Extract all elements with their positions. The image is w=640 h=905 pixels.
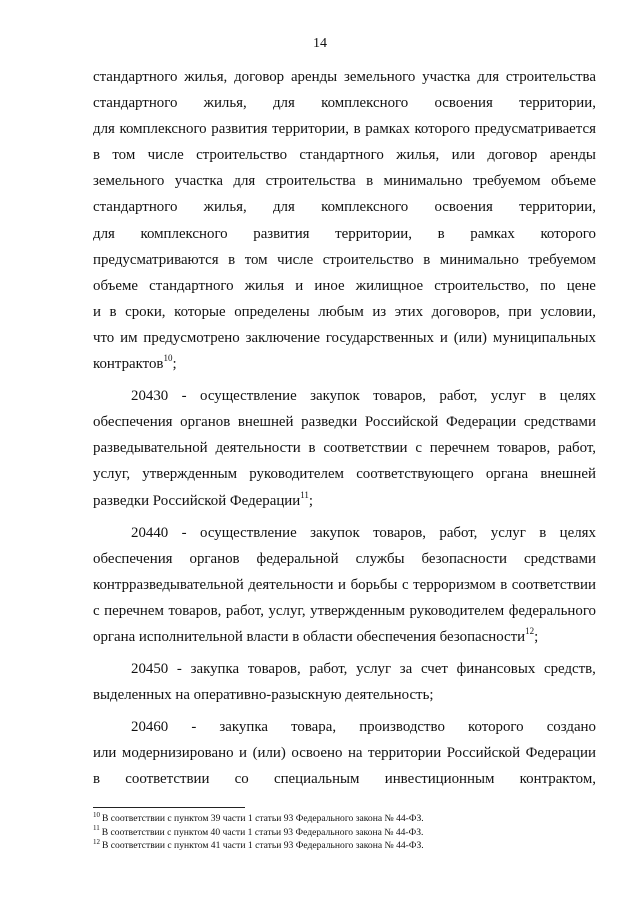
word: специальным — [273, 771, 360, 788]
text-line — [93, 598, 596, 624]
word: Российской — [364, 414, 439, 431]
footnote-number: 12 — [93, 837, 100, 846]
word: комплексного — [119, 121, 207, 138]
word: в — [93, 771, 101, 788]
word: соответствии — [511, 576, 596, 593]
text-line — [93, 116, 596, 142]
word: органов — [189, 550, 240, 567]
word: утвержденным — [310, 602, 405, 619]
text-line — [93, 64, 596, 90]
word: определены — [234, 303, 310, 320]
word: деятельности — [215, 440, 301, 457]
word: в — [93, 147, 101, 164]
word: в — [539, 388, 547, 405]
word: рамках — [365, 121, 410, 138]
word: федеральной — [256, 550, 339, 567]
word: освоения — [434, 199, 493, 216]
word: развития — [211, 121, 268, 138]
word: обеспечения — [93, 550, 173, 567]
word: соответствии — [323, 440, 408, 457]
word: федерального — [508, 602, 596, 619]
word: освоения — [434, 95, 493, 112]
word: осуществление — [200, 388, 297, 405]
line-text — [93, 488, 313, 514]
word: работ, — [439, 524, 478, 541]
word: 20440 — [131, 524, 169, 541]
footnote-text: В соответствии с пунктом 40 части 1 статьи 93 Федерального закона № 44-ФЗ. — [101, 826, 424, 838]
word: обеспечения — [93, 414, 173, 431]
word: в — [437, 225, 445, 242]
word: для — [477, 69, 500, 85]
text-line — [93, 714, 596, 740]
word: заключение — [245, 329, 320, 346]
word: и — [295, 277, 304, 294]
word: инвестиционным — [384, 771, 495, 788]
text-line — [93, 766, 596, 792]
line-text-content: органа исполнительной власти в области обеспечения безопасности — [93, 628, 526, 645]
word: и — [93, 303, 101, 320]
word: в — [353, 121, 361, 138]
word: комплексного — [321, 199, 409, 216]
word: для — [233, 173, 256, 190]
footnote-ref: 12 — [525, 626, 535, 636]
footnote-text: В соответствии с пунктом 41 части 1 статьи 93 Федерального закона № 44-ФЗ. — [102, 840, 424, 851]
word: закупка — [190, 661, 240, 678]
word: которого — [540, 225, 596, 242]
word: том — [112, 147, 136, 164]
word: руководителем — [249, 466, 344, 483]
line-text — [93, 351, 177, 377]
word: борьбы — [350, 576, 398, 593]
word: - — [176, 661, 182, 678]
word: 20450 — [131, 661, 169, 678]
word: освоено — [291, 745, 343, 762]
word: товаров, — [497, 440, 551, 457]
text-line — [93, 299, 596, 325]
word: работ, — [309, 661, 348, 678]
word: - — [191, 719, 197, 736]
word: аренды — [549, 147, 596, 164]
word: что — [93, 329, 115, 346]
word: аренды — [290, 69, 338, 85]
word: или — [451, 147, 475, 164]
word: целях — [559, 388, 596, 405]
word: строительство — [322, 251, 414, 268]
word: для — [272, 199, 295, 216]
footnote-ref: 10 — [163, 353, 173, 364]
word: участка — [422, 69, 471, 85]
word: Федерации — [445, 414, 517, 431]
word: земельного — [93, 173, 165, 190]
word: товаров, — [168, 602, 222, 619]
word: которого — [414, 121, 470, 138]
word: услуг — [490, 524, 526, 541]
text-line — [93, 624, 596, 650]
word: производство — [359, 719, 445, 736]
text-line — [93, 90, 596, 116]
word: стандартного — [299, 147, 384, 164]
word: объеме — [550, 173, 596, 190]
line-text — [93, 624, 538, 650]
word: на — [347, 745, 363, 762]
text-line — [93, 142, 596, 168]
word: требуемом — [472, 173, 541, 190]
word: услуг — [356, 661, 392, 678]
word: с — [401, 576, 409, 593]
footnote — [93, 839, 596, 853]
word: контрактом, — [519, 771, 596, 788]
word: разведки — [301, 414, 358, 431]
word: перечнем — [429, 440, 490, 457]
word: территории, — [519, 199, 596, 216]
word: с — [93, 602, 100, 619]
word: 20460 — [131, 719, 169, 736]
paragraph-p20450 — [93, 656, 596, 708]
word: утвержденным — [142, 466, 238, 483]
document-body — [93, 64, 596, 793]
word: жилья, — [203, 199, 247, 216]
word: стандартного — [149, 277, 234, 294]
word: договор — [234, 69, 285, 85]
word: рамках — [470, 225, 515, 242]
word: при — [508, 303, 532, 320]
word: средствами — [523, 550, 596, 567]
word: Федерации — [525, 745, 596, 762]
word: по — [540, 277, 556, 294]
line-tail: ; — [534, 628, 539, 645]
page-number: 14 — [313, 36, 327, 51]
word: или — [93, 745, 117, 762]
word: минимально — [383, 173, 463, 190]
word: для — [93, 121, 115, 138]
word: закупок — [310, 388, 360, 405]
word: 20430 — [131, 388, 169, 405]
footnote-ref: 11 — [300, 489, 309, 500]
paragraph-p20460 — [93, 714, 596, 792]
word: товаров, — [373, 388, 426, 405]
line-text-content: разведки Российской Федерации — [93, 492, 301, 509]
word: (или) — [453, 329, 488, 346]
word: услуг — [490, 388, 526, 405]
footnotes — [93, 812, 596, 853]
word: деятельности — [248, 576, 334, 593]
word: органа — [485, 466, 529, 483]
word: требуемом — [528, 251, 596, 268]
text-line — [93, 520, 596, 546]
word: финансовых — [456, 661, 536, 678]
word: стандартного — [93, 69, 178, 85]
word: стандартного — [93, 95, 178, 112]
word: руководителем — [409, 602, 505, 619]
word: в — [109, 303, 117, 320]
word: службы — [355, 550, 405, 567]
word: территории, — [272, 121, 349, 138]
text-line — [93, 273, 596, 299]
word: которого — [468, 719, 524, 736]
word: средствами — [523, 414, 596, 431]
text-line — [93, 740, 596, 766]
line-text — [93, 682, 434, 708]
word: им — [120, 329, 138, 346]
word: территории — [368, 745, 442, 762]
word: со — [234, 771, 249, 788]
word: закупок — [310, 524, 360, 541]
word: комплексного — [321, 95, 409, 112]
line-text-content: выделенных на оперативно-разыскную деятельность; — [93, 687, 434, 704]
text-line — [93, 572, 596, 598]
footnote-number: 10 — [93, 810, 100, 819]
word: и — [239, 745, 248, 762]
footnote-number: 11 — [93, 824, 100, 833]
line-tail: ; — [308, 492, 314, 509]
word: которые — [174, 303, 226, 320]
word: в — [308, 440, 316, 457]
word: работ, — [439, 388, 478, 405]
word: строительства — [505, 69, 596, 85]
word: в — [366, 173, 374, 190]
word: числе — [277, 251, 314, 268]
word: товара, — [291, 719, 337, 736]
footnote-separator — [93, 807, 245, 808]
text-line — [93, 409, 596, 435]
text-line — [93, 221, 596, 247]
word: создано — [546, 719, 596, 736]
text-line — [93, 383, 596, 409]
footnote — [93, 812, 596, 826]
word: комплексного — [140, 225, 228, 242]
word: иное — [314, 277, 345, 294]
word: внешней — [237, 414, 294, 431]
word: жилищное — [355, 277, 424, 294]
text-line — [93, 435, 596, 461]
word: договор — [487, 147, 538, 164]
text-line — [93, 656, 596, 682]
word: товаров, — [247, 661, 301, 678]
word: предусматриваются — [93, 251, 219, 268]
word: предусматривается — [474, 121, 596, 138]
word: в — [423, 251, 431, 268]
word: договоров, — [431, 303, 500, 320]
word: услуг, — [268, 602, 306, 619]
paragraph-p20430 — [93, 383, 596, 513]
word: соответствующего — [356, 466, 474, 483]
word: строительство — [196, 147, 288, 164]
word: и — [338, 576, 347, 593]
word: перечнем — [104, 602, 164, 619]
word: для — [272, 95, 295, 112]
word: модернизировано — [121, 745, 234, 762]
word: жилья — [244, 277, 285, 294]
paragraph-p1 — [93, 64, 596, 377]
word: в — [539, 524, 547, 541]
word: любым — [318, 303, 364, 320]
word: (или) — [252, 745, 286, 762]
word: участка — [174, 173, 224, 190]
word: целях — [559, 524, 596, 541]
line-text-content: контрактов — [93, 356, 164, 373]
text-line — [93, 168, 596, 194]
paragraph-p20440 — [93, 520, 596, 650]
word: - — [181, 524, 187, 541]
word: счет — [420, 661, 448, 678]
word: строительство, — [434, 277, 529, 294]
word: товаров, — [373, 524, 426, 541]
text-line — [93, 682, 596, 708]
word: закупка — [219, 719, 268, 736]
word: в — [228, 251, 236, 268]
word: строительства — [265, 173, 356, 190]
word: работ, — [225, 602, 264, 619]
word: средств, — [543, 661, 596, 678]
word: числе — [147, 147, 184, 164]
line-tail: ; — [172, 356, 177, 373]
word: Российской — [446, 745, 521, 762]
word: сроки, — [125, 303, 166, 320]
word: из — [372, 303, 387, 320]
word: услуг, — [93, 466, 131, 483]
word: земельного — [343, 69, 416, 85]
word: условии, — [540, 303, 596, 320]
text-line — [93, 546, 596, 572]
word: терроризмом — [413, 576, 496, 593]
word: соответствии — [125, 771, 210, 788]
word: объеме — [93, 277, 138, 294]
word: осуществление — [200, 524, 297, 541]
text-line — [93, 247, 596, 273]
word: внешней — [540, 466, 596, 483]
text-line — [93, 194, 596, 220]
word: работ, — [558, 440, 596, 457]
word: предусмотрено — [143, 329, 240, 346]
word: безопасности — [421, 550, 507, 567]
word: жилья, — [396, 147, 440, 164]
word: контрразведывательной — [93, 576, 244, 593]
text-line — [93, 461, 596, 487]
word: территории, — [335, 225, 412, 242]
word: цене — [566, 277, 596, 294]
word: для — [93, 225, 115, 242]
word: и — [439, 329, 448, 346]
word: органов — [180, 414, 231, 431]
word: жилья, — [203, 95, 247, 112]
text-line — [93, 351, 596, 377]
word: территории, — [519, 95, 596, 112]
word: - — [181, 388, 187, 405]
word: жилья, — [184, 69, 228, 85]
word: развития — [253, 225, 310, 242]
word: стандартного — [93, 199, 178, 216]
footnote — [93, 826, 596, 840]
word: минимально — [439, 251, 519, 268]
word: муниципальных — [492, 329, 596, 346]
word: том — [244, 251, 268, 268]
text-line — [93, 325, 596, 351]
text-line — [93, 488, 596, 514]
word: этих — [394, 303, 424, 320]
footnote-text: В соответствии с пунктом 39 части 1 статьи 93 Федерального закона № 44-ФЗ. — [102, 813, 424, 824]
word: государственных — [325, 329, 434, 346]
word: с — [415, 440, 422, 457]
word: за — [399, 661, 413, 678]
word: в — [500, 576, 508, 593]
word: разведывательной — [93, 440, 208, 457]
